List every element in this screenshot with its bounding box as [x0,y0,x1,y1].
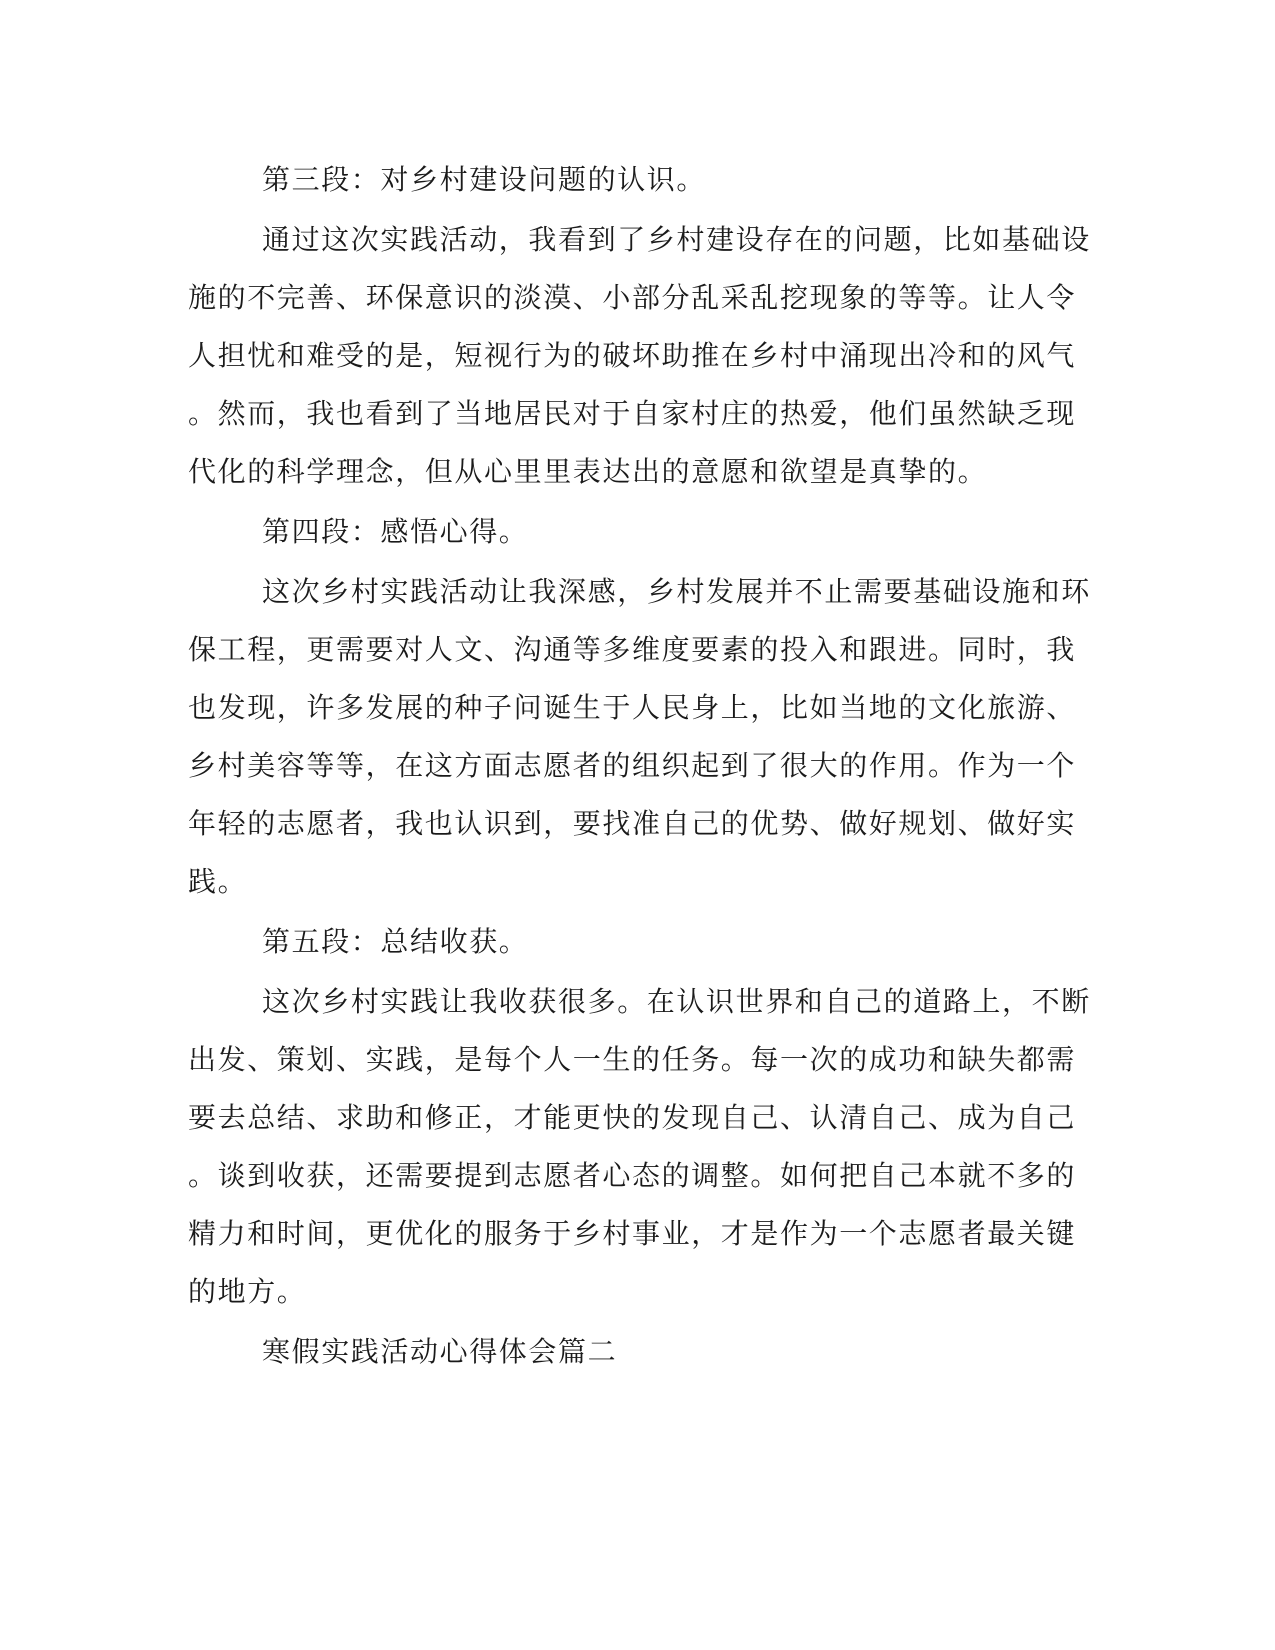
paragraph-line: 乡村美容等等，在这方面志愿者的组织起到了很大的作用。作为一个 [188,749,1077,782]
paragraph-line: 也发现，许多发展的种子问诞生于人民身上，比如当地的文化旅游、 [188,691,1077,724]
paragraph-line: 年轻的志愿者，我也认识到，要找准自己的优势、做好规划、做好实 [188,807,1077,840]
paragraph-line: 这次乡村实践让我收获很多。在认识世界和自己的道路上，不断 [262,985,1091,1018]
section-heading-5: 第五段：总结收获。 [262,925,529,958]
paragraph-line: 的地方。 [188,1275,307,1308]
paragraph-line: 施的不完善、环保意识的淡漠、小部分乱采乱挖现象的等等。让人令 [188,281,1077,314]
paragraph-line: 。然而，我也看到了当地居民对于自家村庄的热爱，他们虽然缺乏现 [188,397,1077,430]
paragraph-line: 践。 [188,865,248,898]
section-heading-3: 第三段：对乡村建设问题的认识。 [262,163,707,196]
paragraph-line: 人担忧和难受的是，短视行为的破坏助推在乡村中涌现出冷和的风气 [188,339,1077,372]
paragraph-line: 代化的科学理念，但从心里里表达出的意愿和欲望是真挚的。 [188,455,988,488]
paragraph-line: 出发、策划、实践，是每个人一生的任务。每一次的成功和缺失都需 [188,1043,1077,1076]
paragraph-line: 要去总结、求助和修正，才能更快的发现自己、认清自己、成为自己 [188,1101,1077,1134]
article-title-part-2: 寒假实践活动心得体会篇二 [262,1335,618,1368]
section-heading-4: 第四段：感悟心得。 [262,515,529,548]
paragraph-line: 。谈到收获，还需要提到志愿者心态的调整。如何把自己本就不多的 [188,1159,1077,1192]
paragraph-line: 通过这次实践活动，我看到了乡村建设存在的问题，比如基础设 [262,223,1091,256]
paragraph-line: 这次乡村实践活动让我深感，乡村发展并不止需要基础设施和环 [262,575,1091,608]
paragraph-line: 保工程，更需要对人文、沟通等多维度要素的投入和跟进。同时，我 [188,633,1077,666]
paragraph-line: 精力和时间，更优化的服务于乡村事业，才是作为一个志愿者最关键 [188,1217,1077,1250]
